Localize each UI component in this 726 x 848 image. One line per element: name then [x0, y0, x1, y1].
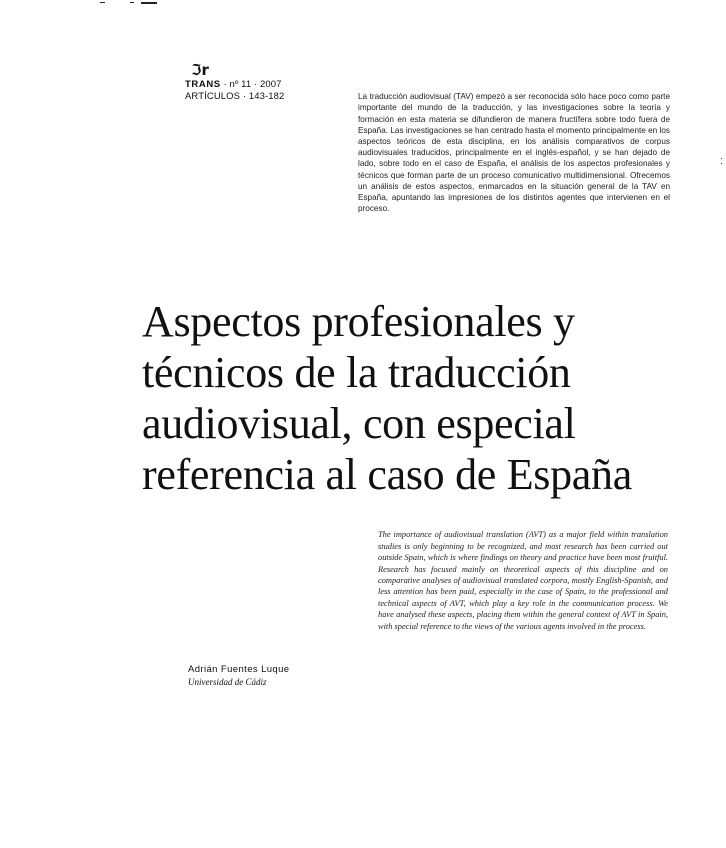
author-name: Adrián Fuentes Luque [188, 664, 290, 675]
journal-name-line [185, 79, 335, 91]
journal-name: TRANS [185, 79, 221, 90]
crop-mark-top [100, 2, 105, 3]
title-line: técnicos de la traducción [142, 348, 571, 397]
crop-mark-top [130, 2, 134, 3]
crop-mark-top [141, 2, 157, 4]
abstract-english: The importance of audiovisual translation (AVT) as a major field within translation studies is only beginning to be recognized, and most research has been carried out outside Spain, which is where findings on theory and practice have been most fruitful. Research has focused mainly on theoretical aspects of this discipline and on comparative analyses of audiovisual translated corpora, mostly English-Spanish, and less attention has been paid, especially in the case of Spain, to the professional and technical aspects of AVT, which play a key role in the communication process. We have analysed these aspects, placing them within the general context of AVT in Spain, with special reference to the views of the various agents involved in the process. [378, 530, 668, 631]
article-title [142, 296, 702, 500]
author-block [188, 663, 368, 689]
author-affiliation: Universidad de Cádiz [188, 677, 267, 687]
title-line: audiovisual, con especial [142, 399, 576, 448]
scan-speck [721, 158, 722, 159]
journal-issue: · nº 11 · 2007 [223, 79, 282, 90]
journal-section: ARTÍCULOS · 143-182 [185, 91, 285, 102]
trans-logo-icon: ℑr [191, 61, 209, 79]
scan-speck [721, 163, 722, 164]
title-line: Aspectos profesionales y [142, 297, 575, 346]
abstract-spanish: La traducción audiovisual (TAV) empezó a ser reconocida sólo hace poco como parte importante del mundo de la traducción, y las investigaciones sobre la teoría y formación en esta materia se difundieron de manera fructífera sobre todo fuera de España. Las investigaciones se han centrado hasta el momento principalmente en los aspectos teóricos de esta disciplina, en los análisis comparativos de corpus audiovisuales traducidos, principalmente en el inglés-español, y se han dejado de lado, sobre todo en el caso de España, el análisis de los aspectos profesionales y técnicos que forman parte de un proceso comunicativo multidimensional. Ofrecemos un análisis de estos aspectos, enmarcados en la situación general de la TAV en España, apuntando las impresiones de los distintos agentes que intervienen en el proceso. [358, 92, 670, 214]
title-line: referencia al caso de España [142, 450, 632, 499]
journal-header [185, 62, 335, 103]
